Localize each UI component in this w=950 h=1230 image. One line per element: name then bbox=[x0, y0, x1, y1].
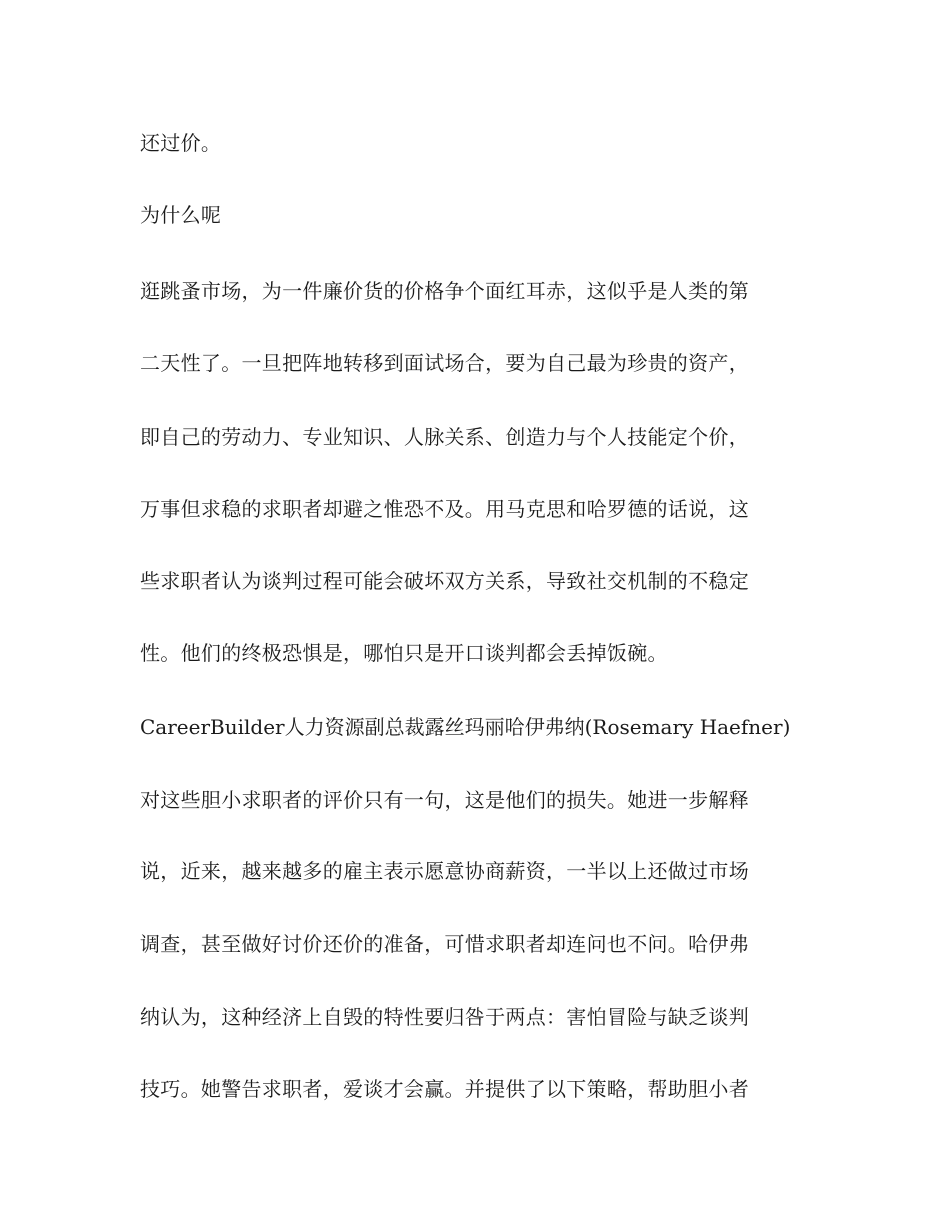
text-line-3: 逛跳蚤市场，为一件廉价货的价格争个面红耳赤，这似乎是人类的第 bbox=[140, 279, 749, 303]
text-line-10: 对这些胆小求职者的评价只有一句，这是他们的损失。她进一步解释 bbox=[140, 788, 749, 812]
text-line-4: 二天性了。一旦把阵地转移到面试场合，要为自己最为珍贵的资产， bbox=[140, 351, 749, 375]
text-line-13: 纳认为，这种经济上自毁的特性要归咎于两点：害怕冒险与缺乏谈判 bbox=[140, 1005, 749, 1029]
section-heading: 为什么呢 bbox=[140, 203, 222, 227]
text-line-1: 还过价。 bbox=[140, 131, 222, 155]
text-line-9: CareerBuilder人力资源副总裁露丝玛丽哈伊弗纳(Rosemary Haefner) bbox=[140, 715, 791, 739]
text-line-7: 些求职者认为谈判过程可能会破坏双方关系，导致社交机制的不稳定 bbox=[140, 569, 749, 593]
text-line-14: 技巧。她警告求职者，爱谈才会赢。并提供了以下策略，帮助胆小者 bbox=[140, 1077, 749, 1101]
text-line-12: 调查，甚至做好讨价还价的准备，可惜求职者却连问也不问。哈伊弗 bbox=[140, 932, 749, 956]
text-line-5: 即自己的劳动力、专业知识、人脉关系、创造力与个人技能定个价， bbox=[140, 425, 749, 449]
text-line-11: 说，近来，越来越多的雇主表示愿意协商薪资，一半以上还做过市场 bbox=[140, 859, 749, 883]
text-line-6: 万事但求稳的求职者却避之惟恐不及。用马克思和哈罗德的话说，这 bbox=[140, 497, 749, 521]
text-line-8: 性。他们的终极恐惧是，哪怕只是开口谈判都会丢掉饭碗。 bbox=[140, 641, 668, 665]
